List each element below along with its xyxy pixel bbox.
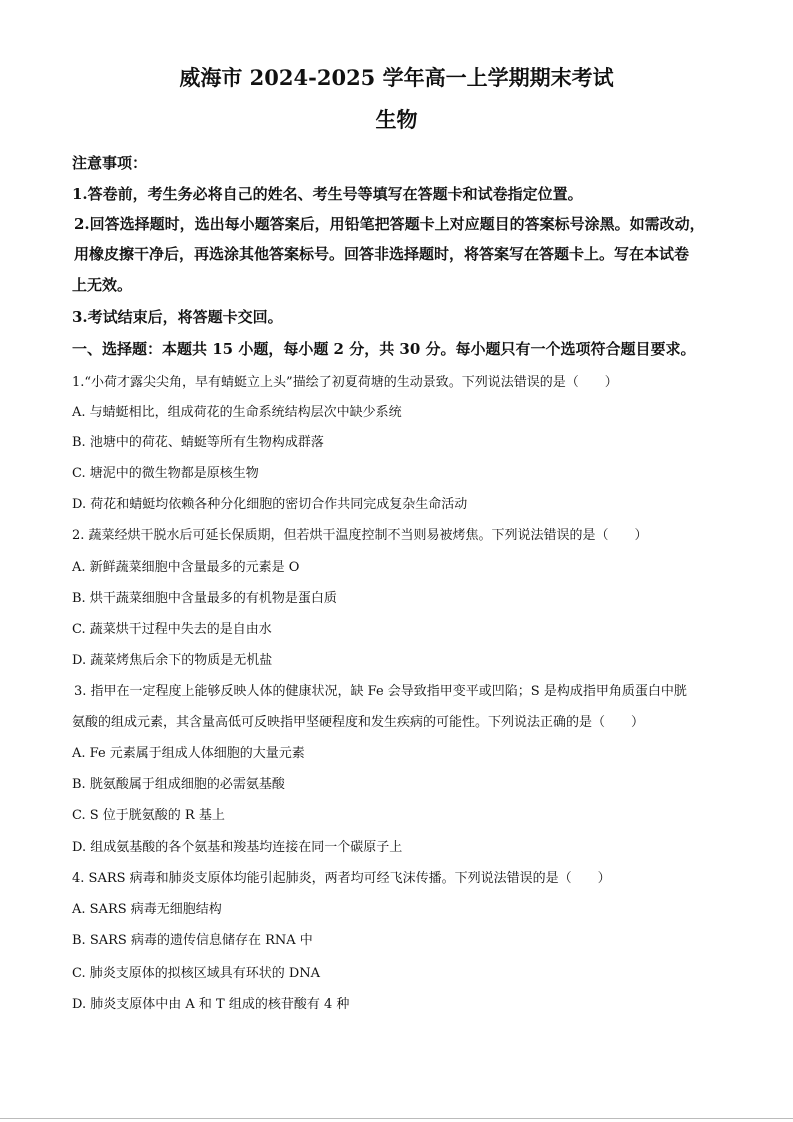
question-option: B. SARS 病毒的遗传信息储存在 RNA 中	[72, 933, 313, 948]
question-option: A. 与蜻蜓相比，组成荷花的生命系统结构层次中缺少系统	[72, 405, 402, 420]
notice-item: 1.答卷前，考生务必将自己的姓名、考生号等填写在答题卡和试卷指定位置。	[72, 185, 583, 203]
question-option: C. 蔬菜烘干过程中失去的是自由水	[72, 622, 272, 637]
question-option: A. 新鲜蔬菜细胞中含量最多的元素是 O	[72, 560, 300, 575]
question-option: D. 肺炎支原体中由 A 和 T 组成的核苷酸有 4 种	[72, 997, 350, 1012]
question-option: B. 胱氨酸属于组成细胞的必需氨基酸	[72, 777, 285, 792]
question-option: B. 烘干蔬菜细胞中含量最多的有机物是蛋白质	[72, 591, 337, 606]
question-option: C. S 位于胱氨酸的 R 基上	[72, 808, 225, 823]
notice-heading: 注意事项：	[72, 154, 148, 172]
notice-item: 3.考试结束后，将答题卡交回。	[72, 308, 283, 326]
question-stem: 1.“小荷才露尖尖角，早有蜻蜓立上头”描绘了初夏荷塘的生动景致。下列说法错误的是（ ）	[72, 375, 618, 390]
notice-item: 上无效。	[72, 276, 133, 294]
question-option: C. 肺炎支原体的拟核区域具有环状的 DNA	[72, 966, 321, 981]
question-option: D. 荷花和蜻蜓均依赖各种分化细胞的密切合作共同完成复杂生命活动	[72, 497, 468, 512]
page-bottom-rule	[0, 1118, 793, 1119]
notice-item: 用橡皮擦干净后，再选涂其他答案标号。回答非选择题时，将答案写在答题卡上。写在本试卷	[74, 245, 690, 263]
question-stem: 4. SARS 病毒和肺炎支原体均能引起肺炎，两者均可经飞沫传播。下列说法错误的是（ ）	[72, 871, 611, 886]
section-heading: 一、选择题：本题共 15 小题，每小题 2 分，共 30 分。每小题只有一个选项符合题目要求。	[72, 340, 696, 358]
subject-title: 生物	[375, 107, 418, 132]
question-stem: 氨酸的组成元素，其含量高低可反映指甲坚硬程度和发生疾病的可能性。下列说法正确的是（ ）	[72, 715, 645, 730]
question-option: B. 池塘中的荷花、蜻蜓等所有生物构成群落	[72, 435, 324, 450]
question-option: A. Fe 元素属于组成人体细胞的大量元素	[72, 746, 305, 761]
exam-title: 威海市 2024-2025 学年高一上学期期末考试	[179, 65, 614, 90]
question-stem: 3. 指甲在一定程度上能够反映人体的健康状况，缺 Fe 会导致指甲变平或凹陷；S 是构成指甲角质蛋白中胱	[74, 684, 687, 699]
question-option: A. SARS 病毒无细胞结构	[72, 902, 222, 917]
question-option: C. 塘泥中的微生物都是原核生物	[72, 466, 259, 481]
question-stem: 2. 蔬菜经烘干脱水后可延长保质期，但若烘干温度控制不当则易被烤焦。下列说法错误的是（ ）	[72, 528, 648, 543]
notice-item: 2.回答选择题时，选出每小题答案后，用铅笔把答题卡上对应题目的答案标号涂黑。如需改动，	[74, 215, 705, 233]
question-option: D. 蔬菜烤焦后余下的物质是无机盐	[72, 653, 273, 668]
question-option: D. 组成氨基酸的各个氨基和羧基均连接在同一个碳原子上	[72, 840, 403, 855]
